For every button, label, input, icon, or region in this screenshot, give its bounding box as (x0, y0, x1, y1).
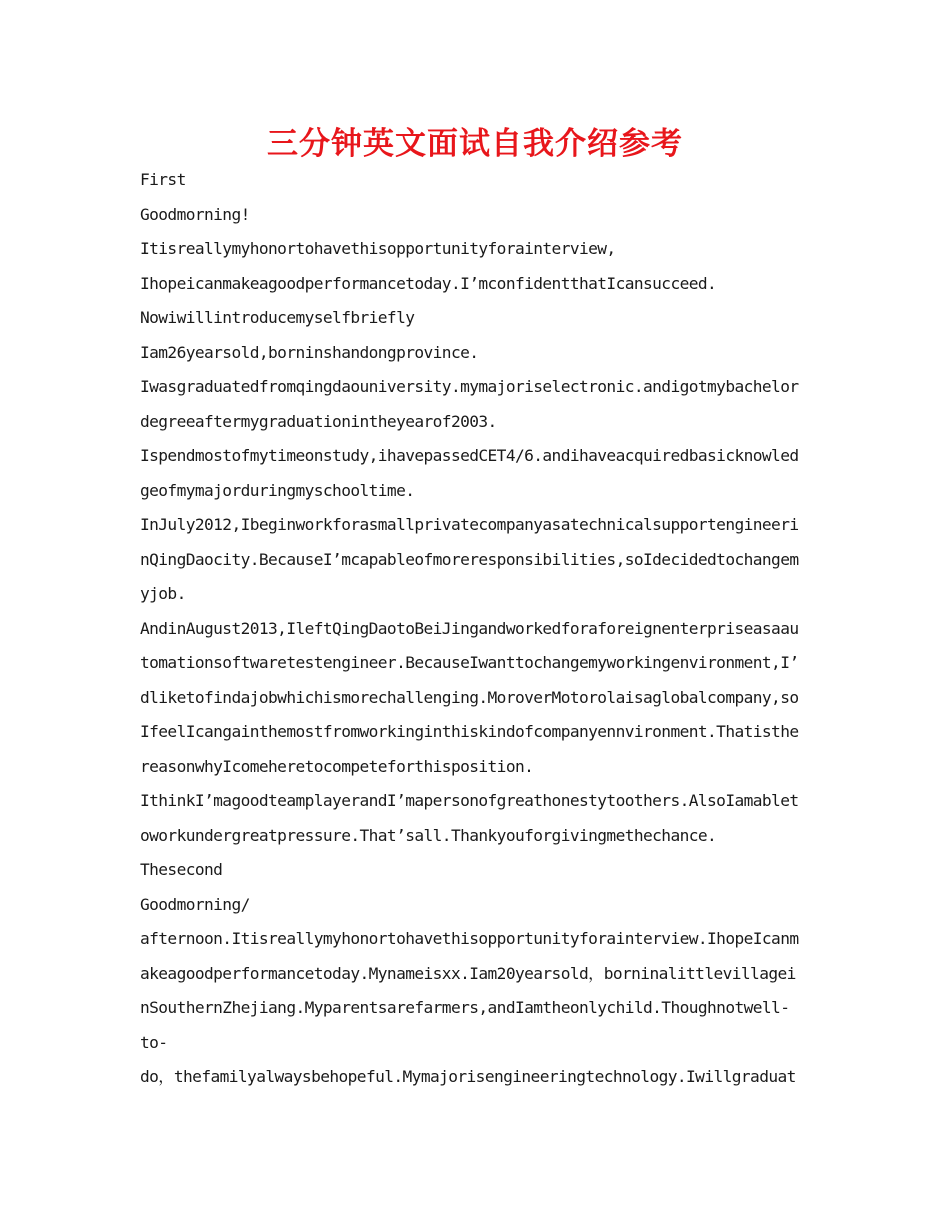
paragraph-line: tomationsoftwaretestengineer.BecauseIwanttochangemyworkingenvironment,I’ (140, 653, 799, 672)
paragraph-line: AndinAugust2013,IleftQingDaotoBeiJingandworkedforaforeignenterpriseasaau (140, 618, 799, 638)
paragraph-line: geofmymajorduringmyschooltime. (140, 480, 415, 500)
paragraph-line: Iwasgraduatedfromqingdaouniversity.mymajoriselectronic.andigotmybachelor (140, 377, 799, 396)
paragraph-line: to- (140, 1032, 168, 1052)
paragraph-line: Goodmorning/ (140, 894, 250, 914)
paragraph-line: degreeaftermygraduationintheyearof2003. (140, 411, 497, 431)
paragraph-line: Thesecond (140, 860, 223, 879)
document-body (140, 168, 815, 1100)
paragraph-line: do，thefamilyalwaysbehopeful.Mymajorisengineeringtechnology.Iwillgraduat (140, 1067, 796, 1086)
paragraph-line: dliketofindajobwhichismorechallenging.MoroverMotorolaisaglobalcompany,so (140, 687, 799, 707)
paragraph-line: Itisreallymyhonortohavethisopportunityforainterview, (140, 239, 616, 258)
paragraph-line: afternoon.Itisreallymyhonortohavethisopportunityforainterview.IhopeIcanm (140, 929, 799, 948)
paragraph-line: Ihopeicanmakeagoodperformancetoday.I’mconfidentthatIcansucceed. (140, 273, 717, 293)
paragraph-line: nQingDaocity.BecauseI’mcapableofmoreresponsibilities,soIdecidedtochangem (140, 549, 799, 569)
document-title: 三分钟英文面试自我介绍参考 (267, 126, 683, 162)
paragraph-line: yjob. (140, 584, 186, 603)
paragraph-line: Nowiwillintroducemyselfbriefly (140, 308, 415, 327)
paragraph-line: nSouthernZhejiang.Myparentsarefarmers,andIamtheonlychild.Thoughnotwell- (140, 998, 790, 1017)
paragraph-line: oworkundergreatpressure.That’sall.Thankyouforgivingmethechance. (140, 825, 717, 845)
paragraph-line: Ispendmostofmytimeonstudy,ihavepassedCET4/6.andihaveacquiredbasicknowled (140, 446, 799, 465)
paragraph-line: akeagoodperformancetoday.Mynameisxx.Iam20yearsold，borninalittlevillagei (140, 963, 796, 983)
paragraph-line: InJuly2012,Ibeginworkforasmallprivatecompanyasatechnicalsupportengineeri (140, 515, 799, 534)
paragraph-line: reasonwhyIcomeheretocompeteforthisposition. (140, 756, 534, 776)
paragraph-line: IthinkI’magoodteamplayerandI’mapersonofgreathonestytoothers.AlsoIamablet (140, 791, 799, 810)
paragraph-line: Goodmorning! (140, 204, 250, 224)
paragraph-line: Iam26yearsold,borninshandongprovince. (140, 342, 479, 362)
paragraph-line: First (140, 170, 186, 189)
paragraph-line: IfeelIcangainthemostfromworkinginthiskindofcompanyennvironment.Thatisthe (140, 722, 799, 741)
